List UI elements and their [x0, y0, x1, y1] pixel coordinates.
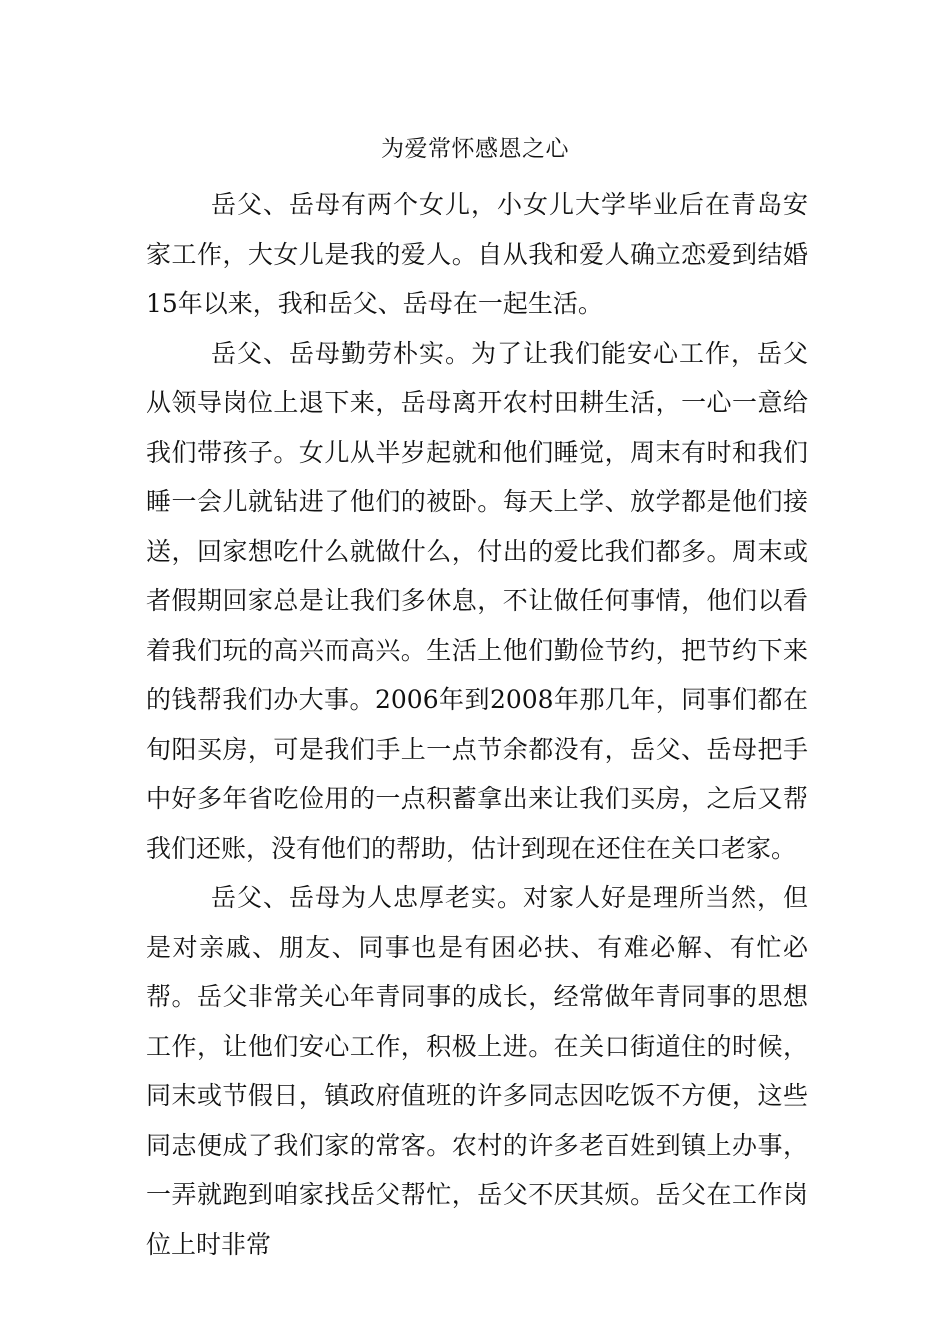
- paragraph-3: 岳父、岳母为人忠厚老实。对家人好是理所当然，但是对亲戚、朋友、同事也是有困必扶、有难必解、有忙必帮。岳父非常关心年青同事的成长，经常做年青同事的思想工作，让他们安心工作，积极上进。在关口街道住的时候，同末或节假日，镇政府值班的许多同志因吃饭不方便，这些同志便成了我们家的常客。农村的许多老百姓到镇上办事，一弄就跑到咱家找岳父帮忙，岳父不厌其烦。岳父在工作岗位上时非常: [146, 883, 808, 1259]
- document-title: 为爱常怀感恩之心: [381, 136, 569, 162]
- paragraph-1: 岳父、岳母有两个女儿，小女儿大学毕业后在青岛安家工作，大女儿是我的爱人。自从我和爱人确立恋爱到结婚15年以来，我和岳父、岳母在一起生活。: [146, 190, 808, 318]
- document-body: [146, 180, 808, 1269]
- paragraph-2: 岳父、岳母勤劳朴实。为了让我们能安心工作，岳父从领导岗位上退下来，岳母离开农村田耕生活，一心一意给我们带孩子。女儿从半岁起就和他们睡觉，周末有时和我们睡一会儿就钻进了他们的被卧。每天上学、放学都是他们接送，回家想吃什么就做什么，付出的爱比我们都多。周末或者假期回家总是让我们多休息，不让做任何事情，他们以看着我们玩的高兴而高兴。生活上他们勤俭节约，把节约下来的钱帮我们办大事。2006年到2008年那几年，同事们都在旬阳买房，可是我们手上一点节余都没有，岳父、岳母把手中好多年省吃俭用的一点积蓄拿出来让我们买房，之后又帮我们还账，没有他们的帮助，估计到现在还住在关口老家。: [146, 338, 808, 863]
